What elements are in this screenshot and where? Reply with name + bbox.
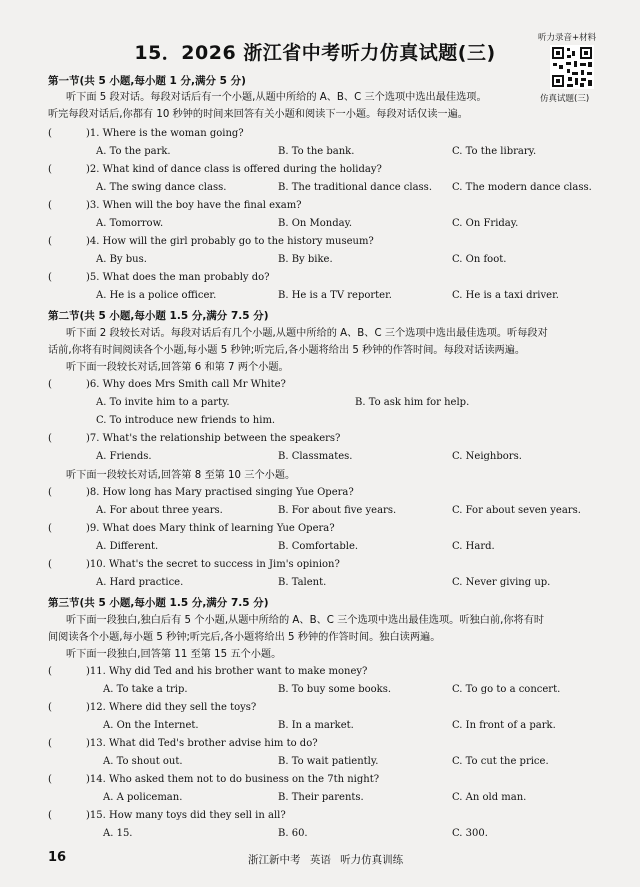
page-number: 16 [48, 850, 67, 865]
question-stem: ( )15. How many toys did they sell in all? [48, 810, 286, 821]
footer-title: 浙江新中考 英语 听力仿真训练 [248, 854, 404, 866]
option-c[interactable]: C. Hard. [452, 541, 495, 552]
question-stem: ( )7. What's the relationship between the speakers? [48, 433, 341, 444]
option-b[interactable]: B. For about five years. [278, 505, 397, 516]
question-stem: ( )10. What's the secret to success in Jim's opinion? [48, 559, 340, 570]
option-a[interactable]: A. On the Internet. [103, 720, 199, 731]
question-stem: ( )8. How long has Mary practised singing Yue Opera? [48, 487, 354, 498]
option-c[interactable]: C. In front of a park. [452, 720, 556, 731]
section-1-intro-line-1: 听下面 5 段对话。每段对话后有一个小题,从题中所给的 A、B、C 三个选项中选出最佳选项。 [66, 92, 487, 103]
question-stem: ( )9. What does Mary think of learning Yue Opera? [48, 523, 335, 534]
page-title: 15．2026 浙江省中考听力仿真试题(三) [134, 42, 496, 64]
option-b[interactable]: B. By bike. [278, 254, 333, 265]
option-c[interactable]: C. 300. [452, 828, 488, 839]
option-b[interactable]: B. He is a TV reporter. [278, 290, 392, 301]
option-b[interactable]: B. Comfortable. [278, 541, 359, 552]
option-c[interactable]: C. He is a taxi driver. [452, 290, 559, 301]
option-a[interactable]: A. 15. [103, 828, 133, 839]
section-2-heading: 第二节(共 5 小题,每小题 1.5 分,满分 7.5 分) [48, 310, 269, 322]
option-a[interactable]: A. To the park. [96, 146, 171, 157]
option-c[interactable]: C. The modern dance class. [452, 182, 592, 193]
question-stem: ( )6. Why does Mrs Smith call Mr White? [48, 379, 286, 390]
question-stem: ( )1. Where is the woman going? [48, 128, 244, 139]
option-b[interactable]: B. On Monday. [278, 218, 353, 229]
option-c[interactable]: C. Neighbors. [452, 451, 522, 462]
qr-caption: 听力录音+材料 [538, 33, 597, 43]
qr-code-icon[interactable] [550, 45, 594, 89]
qr-subtitle: 仿真试题(三) [540, 94, 590, 104]
option-a[interactable]: A. Different. [96, 541, 159, 552]
option-b[interactable]: B. Talent. [278, 577, 327, 588]
question-stem: ( )11. Why did Ted and his brother want to make money? [48, 666, 368, 677]
option-b[interactable]: B. Classmates. [278, 451, 353, 462]
section-2-subinstruction-1: 听下面一段较长对话,回答第 6 和第 7 两个小题。 [66, 362, 289, 373]
option-a[interactable]: A. Hard practice. [96, 577, 184, 588]
option-c[interactable]: C. Never giving up. [452, 577, 551, 588]
option-c[interactable]: C. An old man. [452, 792, 527, 803]
section-3-intro-line-1: 听下面一段独白,独白后有 5 个小题,从题中所给的 A、B、C 三个选项中选出最佳选项。听独白前,你将有时 [66, 615, 545, 626]
question-stem: ( )4. How will the girl probably go to the history museum? [48, 236, 374, 247]
option-a[interactable]: A. The swing dance class. [96, 182, 227, 193]
option-b[interactable]: B. To wait patiently. [278, 756, 379, 767]
section-1-intro-line-2: 听完每段对话后,你都有 10 秒钟的时间来回答有关小题和阅读下一小题。每段对话仅读一遍。 [48, 109, 468, 120]
section-2-intro-line-1: 听下面 2 段较长对话。每段对话后有几个小题,从题中所给的 A、B、C 三个选项中选出最佳选项。听每段对 [66, 328, 548, 339]
option-b[interactable]: B. Their parents. [278, 792, 364, 803]
option-c[interactable]: C. To introduce new friends to him. [96, 415, 276, 426]
option-b[interactable]: B. In a market. [278, 720, 354, 731]
question-stem: ( )2. What kind of dance class is offered during the holiday? [48, 164, 382, 175]
option-a[interactable]: A. To take a trip. [103, 684, 188, 695]
option-c[interactable]: C. For about seven years. [452, 505, 581, 516]
option-b[interactable]: B. To buy some books. [278, 684, 392, 695]
option-a[interactable]: A. To invite him to a party. [96, 397, 230, 408]
section-2-subinstruction-2: 听下面一段较长对话,回答第 8 至第 10 三个小题。 [66, 470, 296, 481]
option-c[interactable]: C. To the library. [452, 146, 537, 157]
section-3-heading: 第三节(共 5 小题,每小题 1.5 分,满分 7.5 分) [48, 597, 269, 609]
option-a[interactable]: A. By bus. [96, 254, 147, 265]
option-c[interactable]: C. To cut the price. [452, 756, 549, 767]
option-c[interactable]: C. To go to a concert. [452, 684, 561, 695]
option-c[interactable]: C. On Friday. [452, 218, 519, 229]
question-stem: ( )13. What did Ted's brother advise him to do? [48, 738, 318, 749]
option-a[interactable]: A. To shout out. [103, 756, 183, 767]
section-3-intro-line-2: 间阅读各个小题,每小题 5 秒钟;听完后,各小题将给出 5 秒钟的作答时间。独白读两遍。 [48, 632, 441, 643]
question-stem: ( )12. Where did they sell the toys? [48, 702, 257, 713]
option-a[interactable]: A. Tomorrow. [96, 218, 164, 229]
option-a[interactable]: A. For about three years. [96, 505, 223, 516]
question-stem: ( )5. What does the man probably do? [48, 272, 270, 283]
section-1-heading: 第一节(共 5 小题,每小题 1 分,满分 5 分) [48, 75, 246, 87]
question-stem: ( )3. When will the boy have the final exam? [48, 200, 302, 211]
option-b[interactable]: B. 60. [278, 828, 308, 839]
option-a[interactable]: A. Friends. [96, 451, 152, 462]
option-b[interactable]: B. To ask him for help. [355, 397, 470, 408]
section-3-subinstruction-1: 听下面一段独白,回答第 11 至第 15 五个小题。 [66, 649, 282, 660]
option-c[interactable]: C. On foot. [452, 254, 507, 265]
option-b[interactable]: B. To the bank. [278, 146, 355, 157]
option-b[interactable]: B. The traditional dance class. [278, 182, 432, 193]
section-2-intro-line-2: 话前,你将有时间阅读各个小题,每小题 5 秒钟;听完后,各小题将给出 5 秒钟的作答时间。每段对话读两遍。 [48, 345, 526, 356]
option-a[interactable]: A. A policeman. [103, 792, 183, 803]
question-stem: ( )14. Who asked them not to do business on the 7th night? [48, 774, 380, 785]
option-a[interactable]: A. He is a police officer. [96, 290, 217, 301]
